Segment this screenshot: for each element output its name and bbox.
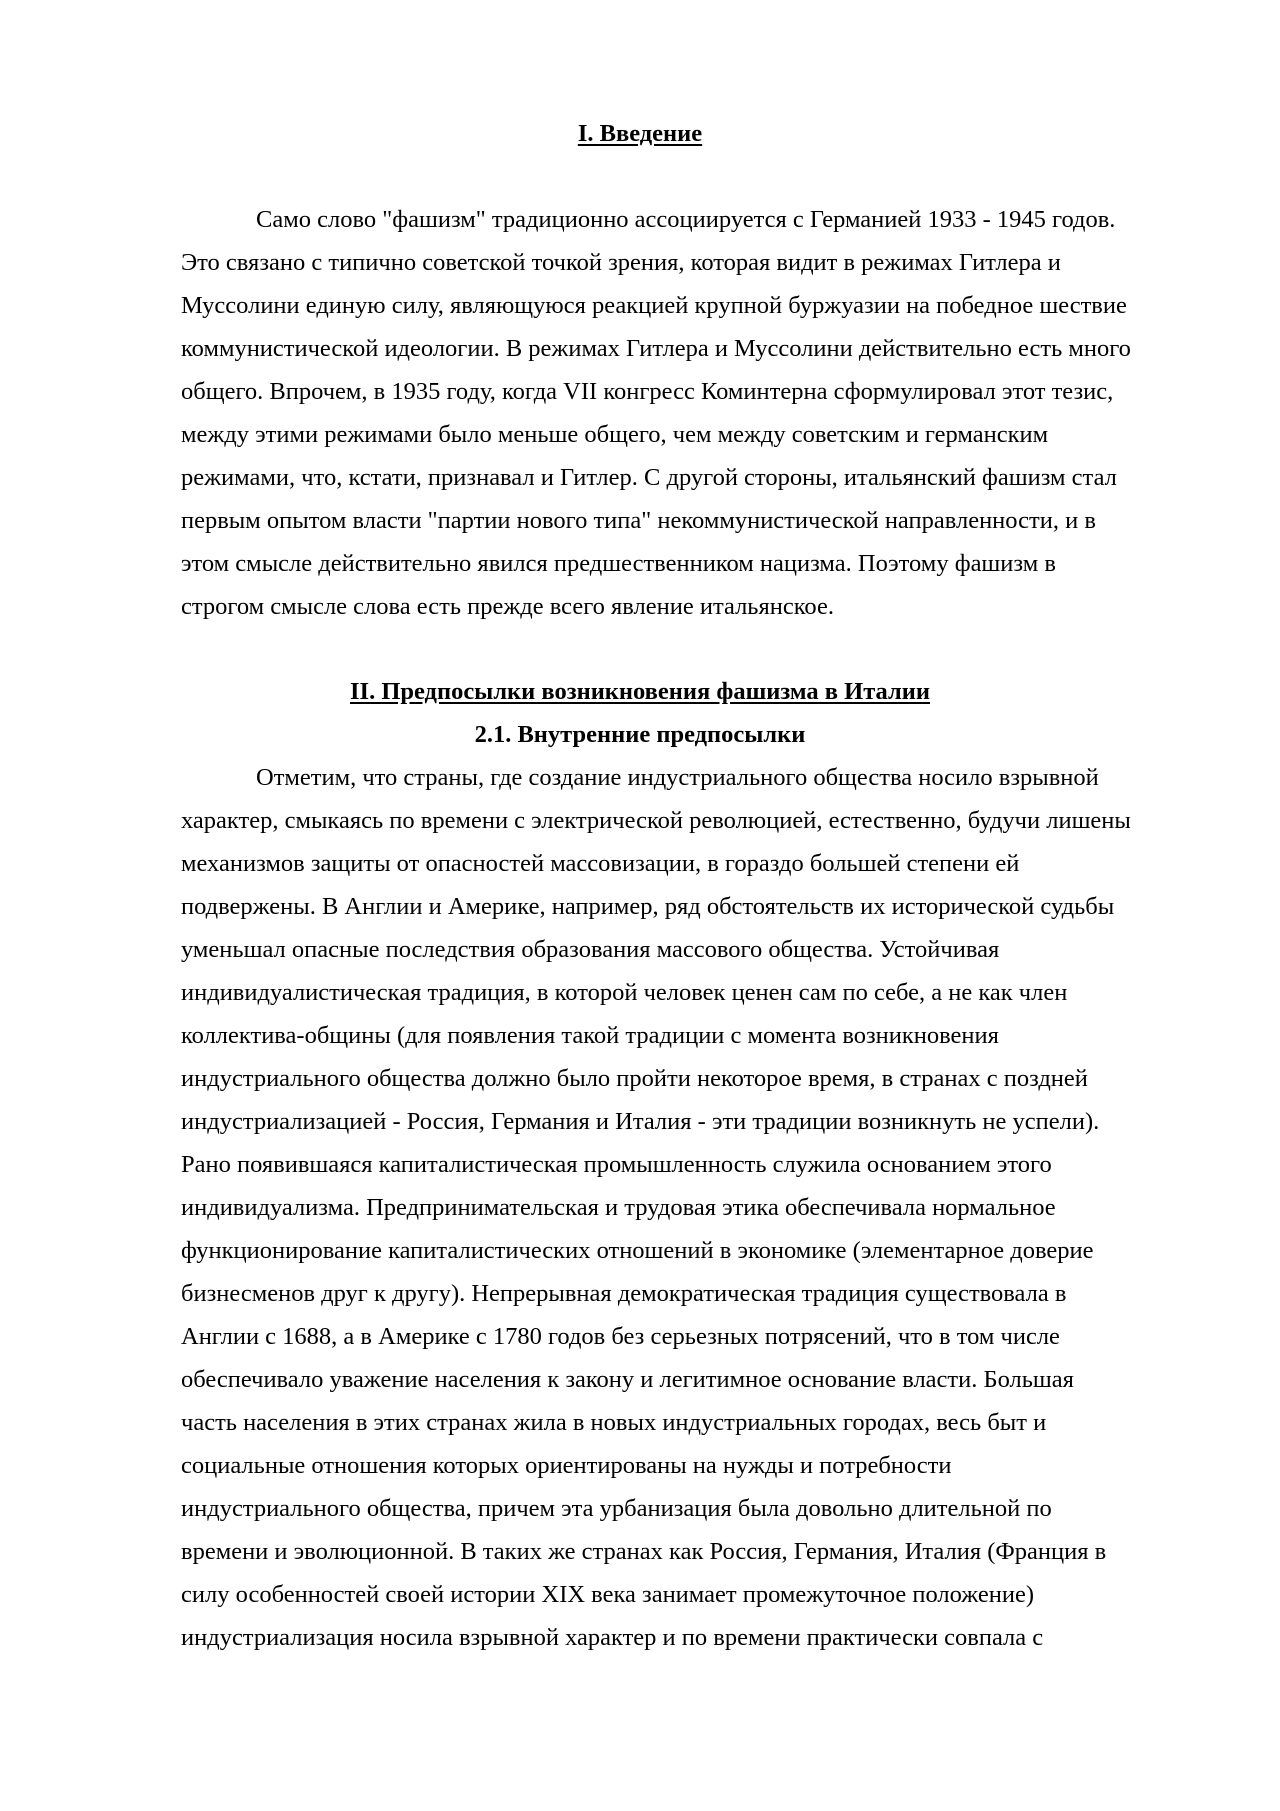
paragraph-line: обеспечивало уважение населения к закону и легитимное основание власти. Большая <box>181 1366 1074 1393</box>
paragraph-line: строгом смысле слова есть прежде всего явление итальянское. <box>181 593 834 620</box>
paragraph-line: функционирование капиталистических отношений в экономике (элементарное доверие <box>181 1237 1094 1264</box>
paragraph-line: индивидуализма. Предпринимательская и трудовая этика обеспечивала нормальное <box>181 1194 1056 1221</box>
section-2-1-subheading: 2.1. Внутренние предпосылки <box>474 721 806 748</box>
paragraph-line: социальные отношения которых ориентированы на нужды и потребности <box>181 1452 952 1479</box>
paragraph-line: Отметим, что страны, где создание индустриального общества носило взрывной <box>256 764 1099 791</box>
paragraph-line: Само слово "фашизм" традиционно ассоциируется с Германией 1933 - 1945 годов. <box>256 206 1116 233</box>
paragraph-line: индустриального общества, причем эта урбанизация была довольно длительной по <box>181 1495 1052 1522</box>
paragraph-line: Муссолини единую силу, являющуюся реакцией крупной буржуазии на победное шествие <box>181 292 1127 319</box>
paragraph-line: уменьшал опасные последствия образования массового общества. Устойчивая <box>181 936 1000 963</box>
section-2-heading: II. Предпосылки возникновения фашизма в Италии <box>350 678 930 705</box>
paragraph-line: подвержены. В Англии и Америке, например, ряд обстоятельств их исторической судьбы <box>181 893 1115 920</box>
paragraph-line: индивидуалистическая традиция, в которой человек ценен сам по себе, а не как член <box>181 979 1068 1006</box>
section-1-heading: I. Введение <box>577 120 703 147</box>
paragraph-line: общего. Впрочем, в 1935 году, когда VII конгресс Коминтерна сформулировал этот тезис, <box>181 378 1114 405</box>
paragraph-line: между этими режимами было меньше общего, чем между советским и германским <box>181 421 1049 448</box>
paragraph-line: индустриального общества должно было пройти некоторое время, в странах с поздней <box>181 1065 1088 1092</box>
paragraph-line: часть населения в этих странах жила в новых индустриальных городах, весь быт и <box>181 1409 1047 1436</box>
paragraph-line: режимами, что, кстати, признавал и Гитлер. С другой стороны, итальянский фашизм стал <box>181 464 1117 491</box>
paragraph-line: индустриализация носила взрывной характер и по времени практически совпала с <box>181 1624 1044 1651</box>
paragraph-line: Это связано с типично советской точкой зрения, которая видит в режимах Гитлера и <box>181 249 1061 276</box>
paragraph-line: коммунистической идеологии. В режимах Гитлера и Муссолини действительно есть много <box>181 335 1131 362</box>
paragraph-line: бизнесменов друг к другу). Непрерывная демократическая традиция существовала в <box>181 1280 1067 1307</box>
paragraph-line: времени и эволюционной. В таких же странах как Россия, Германия, Италия (Франция в <box>181 1538 1107 1565</box>
paragraph-line: характер, смыкаясь по времени с электрической революцией, естественно, будучи лишены <box>181 807 1131 834</box>
paragraph-line: этом смысле действительно явился предшественником нацизма. Поэтому фашизм в <box>181 550 1056 577</box>
paragraph-line: Англии с 1688, а в Америке с 1780 годов без серьезных потрясений, что в том числе <box>181 1323 1060 1350</box>
paragraph-line: первым опытом власти "партии нового типа" некоммунистической направленности, и в <box>181 507 1096 534</box>
paragraph-line: индустриализацией - Россия, Германия и Италия - эти традиции возникнуть не успели). <box>181 1108 1100 1135</box>
paragraph-line: силу особенностей своей истории XIX века занимает промежуточное положение) <box>181 1581 1035 1608</box>
paragraph-line: механизмов защиты от опасностей массовизации, в гораздо большей степени ей <box>181 850 1020 877</box>
paragraph-line: коллектива-общины (для появления такой традиции с момента возникновения <box>181 1022 999 1049</box>
paragraph-line: Рано появившаяся капиталистическая промышленность служила основанием этого <box>181 1151 1052 1178</box>
